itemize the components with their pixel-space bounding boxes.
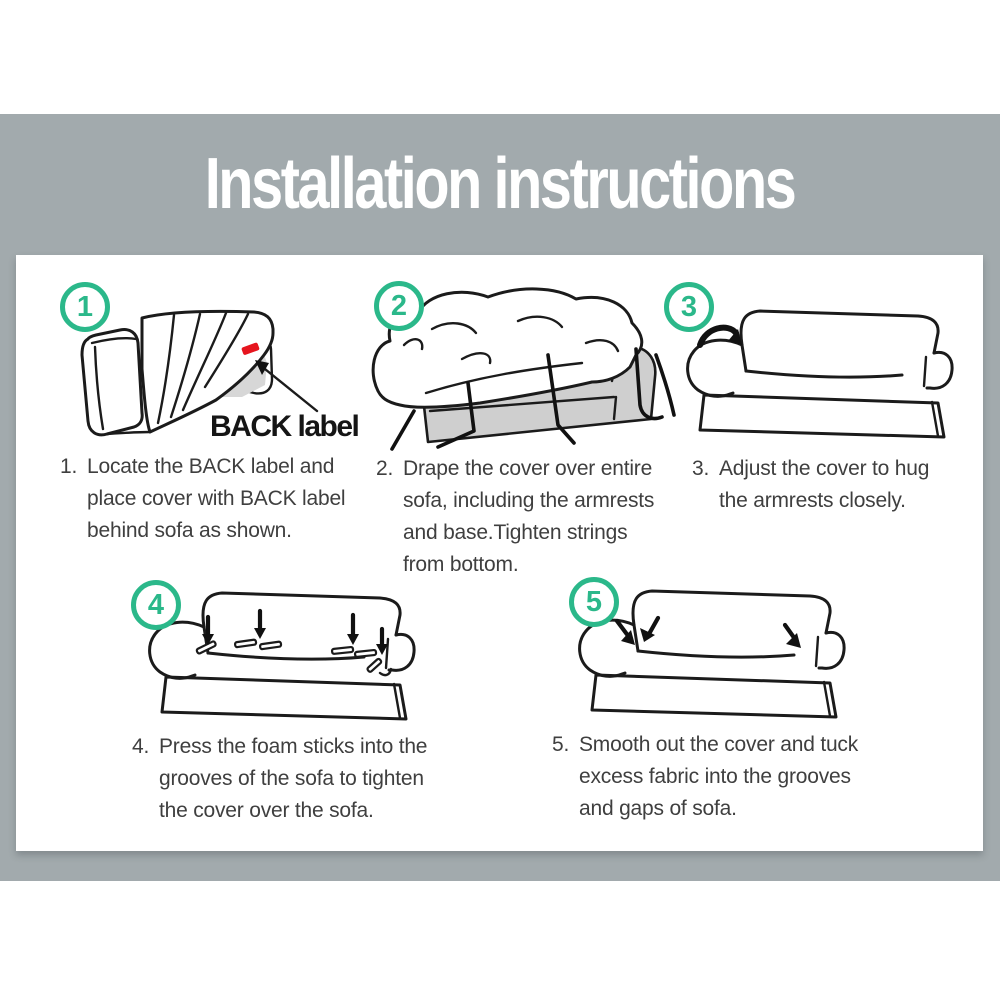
press-arrow-icon	[254, 611, 266, 639]
step-4-lines	[159, 731, 427, 827]
step-4-number: 4.	[132, 735, 150, 758]
step-2-badge	[374, 281, 424, 331]
sofa-smooth-tuck	[580, 591, 844, 717]
step-2-badge-number: 2	[390, 289, 408, 322]
seat-line	[638, 651, 794, 657]
step-text-line: behind sofa as shown.	[87, 519, 292, 542]
sofa-back	[741, 311, 938, 353]
skirt-side-line	[394, 684, 400, 718]
sofa-right-arm	[819, 632, 844, 668]
tuck-arrow-icon	[785, 625, 801, 648]
step-text-line: Drape the cover over entire	[403, 457, 653, 480]
step-text-line: grooves of the sofa to tighten	[159, 767, 424, 790]
step-1-badge-number: 1	[76, 290, 94, 323]
step-5-number: 5.	[552, 733, 570, 756]
step-3-badge-number: 3	[680, 290, 698, 323]
tie-string	[656, 355, 674, 415]
sofa-back	[633, 591, 830, 633]
foam-stick	[332, 647, 353, 654]
sofa-foam-sticks	[150, 593, 414, 719]
step-text-line: the cover over the sofa.	[159, 799, 374, 822]
sofa-right-arm	[927, 352, 952, 388]
back-label-callout: BACK label	[210, 410, 359, 443]
step-text-line: and base.Tighten strings	[403, 521, 628, 544]
step-2-number: 2.	[376, 457, 394, 480]
step-text-line: Press the foam sticks into the	[159, 735, 428, 758]
sofa-skirt	[162, 677, 406, 719]
press-arrow-icon	[347, 615, 359, 645]
sofa-right-arm	[389, 634, 414, 670]
step-2-text	[376, 453, 654, 581]
step-3-number: 3.	[692, 457, 710, 480]
step-text-line: excess fabric into the grooves	[579, 765, 851, 788]
right-arm-inner-edge	[816, 637, 818, 666]
step-text-line: from bottom.	[403, 553, 519, 576]
step-1-number: 1.	[60, 455, 78, 478]
arm-inner-edge	[742, 345, 746, 371]
step-1-text	[60, 451, 345, 547]
step-text-line: and gaps of sofa.	[579, 797, 737, 820]
step-text-line: Adjust the cover to hug	[719, 457, 930, 480]
page-title-text: Installation instructions	[205, 144, 795, 224]
content-panel	[16, 255, 983, 851]
foam-stick	[355, 650, 376, 657]
tie-string	[392, 411, 414, 449]
step-3-lines	[719, 453, 929, 517]
seat-line	[746, 371, 902, 377]
foam-stick	[367, 658, 382, 672]
page-title	[0, 114, 1000, 254]
skirt-side-line	[824, 682, 830, 716]
sofa-fitted-cover	[688, 311, 952, 437]
step-4-badge-number: 4	[147, 588, 165, 621]
skirt-side-line	[932, 402, 938, 436]
step-text-line: Locate the BACK label and	[87, 455, 335, 478]
step-text-line: sofa, including the armrests	[403, 489, 655, 512]
step-3-text	[692, 453, 929, 517]
sofa-left-arm	[688, 340, 742, 396]
step-1-lines	[87, 451, 345, 547]
sofa-left-arm	[580, 620, 634, 676]
sofa-skirt	[592, 675, 836, 717]
tuck-arrow-icon	[640, 618, 658, 642]
step-text-line: place cover with BACK label	[87, 487, 346, 510]
step-5-badge-number: 5	[585, 585, 603, 618]
step-text-line: the armrests closely.	[719, 489, 906, 512]
step-text-line: Smooth out the cover and tuck	[579, 733, 859, 756]
right-arm-inner-edge	[924, 357, 926, 386]
foam-stick	[235, 639, 256, 647]
step-1-badge	[60, 282, 110, 332]
arm-inner-edge	[634, 625, 638, 651]
sofa-skirt	[700, 395, 944, 437]
step-3-badge	[664, 282, 714, 332]
sofa-left-arm	[82, 330, 142, 435]
step-3-illustration	[676, 290, 968, 445]
step-5-badge	[569, 577, 619, 627]
step-4-text	[132, 731, 427, 827]
foam-stick	[260, 641, 281, 649]
step-5-lines	[579, 729, 858, 825]
right-arm-inner-edge	[386, 639, 388, 668]
sofa-back	[203, 593, 400, 635]
step-4-badge	[131, 580, 181, 630]
step-2-lines	[403, 453, 654, 581]
step-5-text	[552, 729, 858, 825]
step-4-illustration	[138, 575, 440, 732]
